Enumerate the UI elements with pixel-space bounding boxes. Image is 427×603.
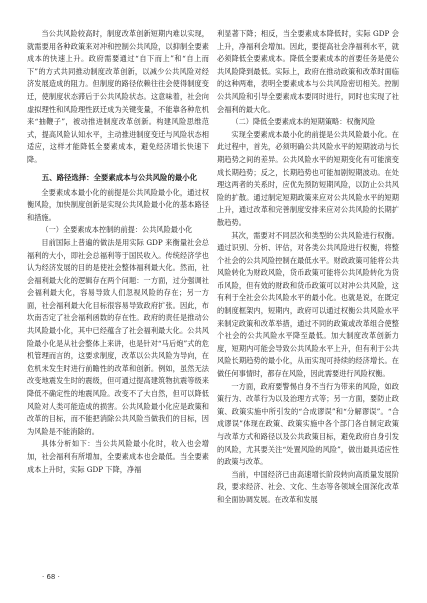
subsection-heading: （二）降低全要素成本的短期策略：权衡风险 <box>231 117 376 127</box>
paragraph: 实现全要素成本最小化的前提是公共风险最小化。在此过程中，首先，必须明确公共风险水平的短期波动与长期趋势之间的差异。公共风险水平的短期变化有可能演变成长期趋势；反之，长期趋势也可能加剧短期波动。在处理这两者的关系时，应优先预防短期风险，以防止公共风险的扩散。通过制定短期政策来应对公共风险水平的短期上升，通过改革和完善制度安排来应对公共风险的长期扩散趋势。 <box>217 129 399 227</box>
left-column <box>27 28 209 476</box>
right-column <box>217 28 399 507</box>
paragraph: 目前国际上普遍的做法是用实际 GDP 来衡量社会总福利的大小，即社会总福利等于国民收入。传统经济学也认为经济发展的目的是使社会整体福利最大化。然而，社会福利最大化的逻辑存在两个问题：一方面，过分强调社会福利最大化，容易导致人们忽视风险的存在；另一方面，社会福利最大化目标很容易导致政府扩张。因此，布坎南否定了社会福利函数的存在性。政府的责任是推动公共风险最小化，其中已经蕴含了社会福利最大化。公共风险最小化是从社会整体上来讲，也是针对“马后炮”式的危机管理而言的，这要求制度，改革以公共风险为导向，在危机未发生时进行前瞻性的改革和创新。例如，虽然无法改变地震发生时的震级，但可通过提高建筑物抗震等级来降低不确定性的地震风险。改变不了大自然，但可以降低风险对人类可能造成的损害。公共风险最小化应是政策和改革的目标，而不能把消除公共风险当做我们的目标，因为风险是不能消除的。 <box>27 237 209 436</box>
paragraph: 利显著下降；相反，当全要素成本降低时，实际 GDP 会上升，净福利会增加。因此，要提高社会净福利水平，就必须降低全要素成本。降低全要素成本的首要任务是使公共风险降到最低。实际上，政府在推动政策和改革时面临的这种两难，表明全要素成本与公共风险密切相关。控制公共风险和引导全要素成本要同时进行，同时也实现了社会福利的最大化。 <box>217 29 399 114</box>
paragraph: 全要素成本最小化的前提是公共风险最小化，通过权衡风险，加快制度创新是实现公共风险最小化的基本路径和措施。 <box>27 187 209 222</box>
section-heading: 五、路径选择：全要素成本与公共风险的最小化 <box>41 172 198 182</box>
subsection-heading: （一）全要素成本控制的前提：公共风险最小化 <box>41 225 193 235</box>
page-number: · 68 · <box>42 573 60 581</box>
paragraph: 一方面，政府要警惕自身不当行为带来的风险，如政策行为、改革行为以及治理方式等；另一方面，要防止政策、政策实施中所引发的“合成谬误”和“分解谬误”。“合成谬误”体现在政策、政策实施中各个部门各自制定政策与改革方式和路径以及公共政策目标，避免政府自身引发的风险，尤其要关注“处置风险的风险”，做出最具适应性的政策与改革。 <box>217 381 399 467</box>
paragraph: 其次，需要对不同层次和类型的公共风险进行权衡。通过识别、分析、评估，对各类公共风险进行权衡，将整个社会的公共风险控制在最低水平。财政政策可能将公共风险转化为财政风险，货币政策可能将公共风险转化为货币风险，但有效的财政和货币政策可以对冲公共风险，这有利于全社会公共风险水平的最小化。也就是说，在既定的制度框架内，短期内，政府可以通过权衡公共风险水平来制定政策和改革举措，通过不同的政策或改革组合使整个社会的公共风险水平降至最低。加大制度改革创新力度，短期内可能会导致公共风险水平上升，但有利于公共风险长期趋势的最小化，从而实现可持续的经济增长。在做任何事情时，都存在风险，因此需要进行风险权衡。 <box>217 230 399 379</box>
paragraph: 当公共风险较高时，制度改革创新短期内难以实现，就需要用各种政策来对冲和控制公共风险，以抑制全要素成本的快速上升。政府需要通过“自下而上”和“自上而下”的方式共同推动制度改革创新，以减少公共风险对经济发展造成的阻力。但制度的路径依赖往往会使得制度变迁，使制度状态滞后于公共风险状态。这意味着，社会向虚拟理性和风险理性跃迁成为关键变量，不能靠各种危机来“抽鞭子”，被动推进制度改革创新。构建风险思维范式，提高风险认知水平，主动推进制度变迁与风险状态相适应，这样才能降低全要素成本，避免经济增长快速下降。 <box>27 29 209 164</box>
paragraph: 当前，中国经济已由高速增长阶段转向高质量发展阶段，要求经济、社会、文化、生态等各领域全面深化改革和全面协调发展。在改革和发展 <box>217 469 399 504</box>
paragraph: 具体分析如下：当公共风险最小化时，收入也会增加，社会福利有所增加，全要素成本也会最低。当全要素成本上升时，实际 GDP 下降，净福 <box>27 439 209 474</box>
